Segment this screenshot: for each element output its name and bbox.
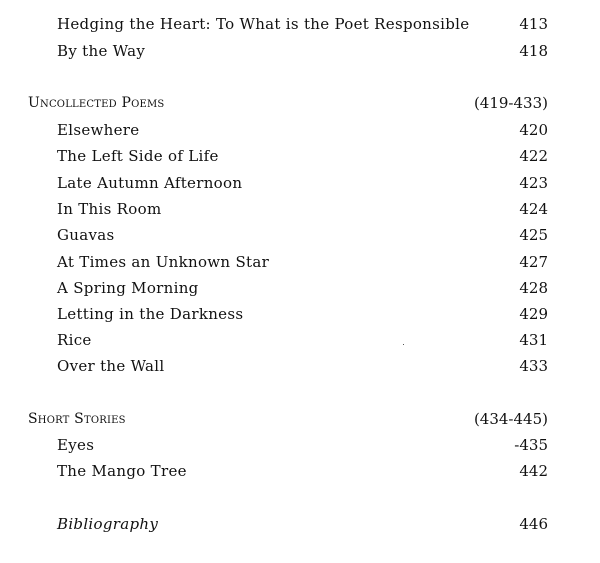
scan-speck [403,344,404,345]
toc-entry-page: 427 [519,253,548,271]
section-heading-uncollected-poems [0,91,600,115]
section-page-range: (434-445) [473,410,548,428]
toc-entry-title: Bibliography [57,515,159,533]
toc-entry [0,223,600,247]
toc-entry-page: 423 [519,174,548,192]
toc-entry-title: The Left Side of Life [57,147,219,165]
toc-entry [0,328,600,352]
toc-entry [0,302,600,326]
toc-entry-title: At Times an Unknown Star [57,253,270,271]
toc-entry-title: Hedging the Heart: To What is the Poet Responsible [57,15,470,33]
toc-entry-page: 424 [519,200,548,218]
toc-entry-page: 429 [519,305,548,323]
section-heading-title: Short Stories [28,411,126,427]
toc-entry-bibliography [0,512,600,536]
toc-entry-page: 425 [519,226,548,244]
toc-entry-page: 433 [519,357,548,375]
toc-entry-page: 422 [519,147,548,165]
toc-entry-title: Elsewhere [57,121,140,139]
toc-entry [0,197,600,221]
toc-entry [0,276,600,300]
toc-entry-title: Letting in the Darkness [57,305,244,323]
toc-entry-title: Eyes [57,436,95,454]
toc-entry [0,433,600,457]
toc-entry [0,39,600,63]
toc-entry-title: Guavas [57,226,115,244]
toc-entry [0,354,600,378]
toc-entry-page: 446 [519,515,548,533]
section-heading-short-stories [0,407,600,431]
toc-entry-title: The Mango Tree [57,462,187,480]
section-heading-title: Uncollected Poems [28,95,165,111]
toc-entry-title: By the Way [57,42,146,60]
toc-entry-page: 442 [519,462,548,480]
toc-entry-title: Rice [57,331,92,349]
toc-entry-title: In This Room [57,200,162,218]
toc-entry-title: A Spring Morning [57,279,199,297]
toc-entry-title: Over the Wall [57,357,165,375]
toc-entry-page: 413 [519,15,548,33]
toc-entry-page: 428 [519,279,548,297]
toc-entry-page: -435 [514,436,548,454]
toc-entry-page: 431 [519,331,548,349]
toc-entry-title: Late Autumn Afternoon [57,174,243,192]
toc-entry [0,144,600,168]
toc-entry [0,459,600,483]
toc-entry-page: 420 [519,121,548,139]
toc-entry-page: 418 [519,42,548,60]
section-page-range: (419-433) [473,94,548,112]
toc-entry [0,171,600,195]
toc-entry [0,250,600,274]
toc-entry [0,12,600,36]
toc-entry [0,118,600,142]
